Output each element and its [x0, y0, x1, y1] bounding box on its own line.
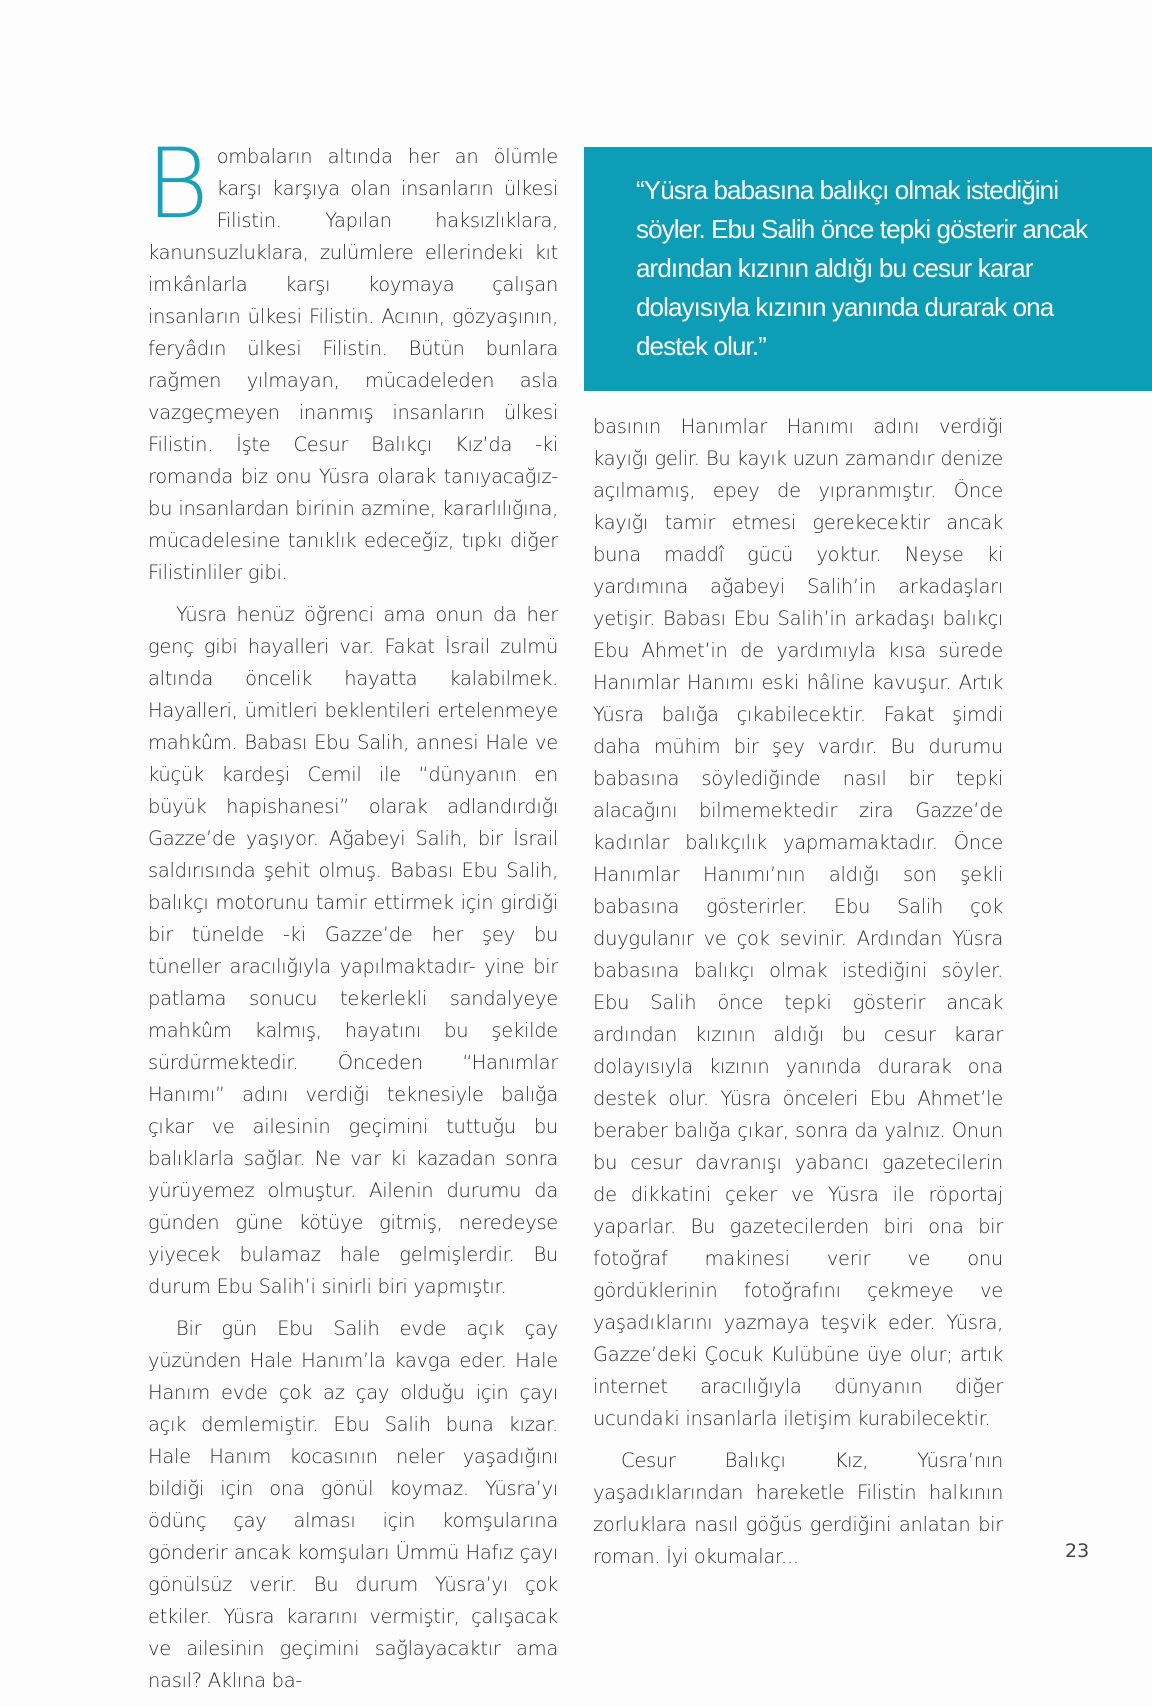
- pull-quote-text: “Yüsra babasına balıkçı olmak istediğini söyler. Ebu Salih önce tepki gösterir ancak ardından kızının aldığı bu cesur karar dolayısıyla kızının yanında durarak ona destek olur.”: [636, 175, 1088, 361]
- intro-paragraph-text: ombaların altında her an ölümle karşı karşıya olan insanların ülkesi Filistin. Yapılan haksızlıklara, kanunsuzluklara, zulümlere ellerindeki kıt imkânlarla karşı koymaya çalışan insanların ülkesi Filistin. Acının, gözyaşının, feryâdın ülkesi Filistin. Bütün bunlara rağmen yılmayan, mücadeleden asla vazgeçmeyen inanmış insanların ülkesi Filistin. İşte Cesur Balıkçı Kız’da -ki romanda biz onu Yüsra olarak tanıyacağız- bu insanlardan birinin azmine, kararlılığına, mücadelesine tanıklık edeceğiz, tıpkı diğer Filistinliler gibi.: [148, 145, 558, 584]
- page-number: 23: [1065, 1540, 1090, 1562]
- body-paragraph: basının Hanımlar Hanımı adını verdiği kayığı gelir. Bu kayık uzun zamandır denize açılmamış, epey de yıpranmıştır. Önce kayığı tamir etmesi gerekecektir ancak buna maddî gücü yoktur. Neyse ki yardımına ağabeyi Salih’in arkadaşları yetişir. Babası Ebu Salih’in arkadaşı balıkçı Ebu Ahmet’in de yardımıyla kısa sürede Hanımlar Hanımı eski hâline kavuşur. Artık Yüsra balığa çıkabilecektir. Fakat şimdi daha mühim bir şey vardır. Bu durumu babasına söylediğinde nasıl bir tepki alacağını bilmemektedir zira Gazze’de kadınlar balıkçılık yapmamaktadır. Önce Hanımlar Hanımı’nın aldığı son şekli babasına gösterirler. Ebu Salih çok duygulanır ve çok sevinir. Ardından Yüsra babasına balıkçı olmak istediğini söyler. Ebu Salih önce tepki gösterir ancak ardından kızının aldığı bu cesur karar dolayısıyla kızının yanında durarak ona destek olur. Yüsra önceleri Ebu Ahmet’le beraber balığa çıkar, sonra da yalnız. Onun bu cesur davranışı yabancı gazetecilerin de dikkatini çeker ve Yüsra ile röportaj yaparlar. Bu gazetecilerden biri ona bir fotoğraf makinesi verir ve onu gördüklerinin fotoğrafını çekmeye ve yaşadıklarını yazmaya teşvik eder. Yüsra, Gazze’deki Çocuk Kulübüne üye olur; artık internet aracılığıyla dünyanın diğer ucundaki insanlarla iletişim kurabilecektir.: [593, 415, 1003, 1430]
- drop-cap: B: [146, 128, 209, 240]
- pull-quote-box: [584, 147, 1152, 391]
- body-paragraph: Yüsra henüz öğrenci ama onun da her genç gibi hayalleri var. Fakat İsrail zulmü altında öncelik hayatta kalabilmek. Hayalleri, ümitleri beklentileri ertelenmeye mahkûm. Babası Ebu Salih, annesi Hale ve küçük kardeşi Cemil ile “dünyanın en büyük hapishanesi” olarak adlandırdığı Gazze’de yaşıyor. Ağabeyi Salih, bir İsrail saldırısında şehit olmuş. Babası Ebu Salih, balıkçı motorunu tamir ettirmek için girdiği bir tünelde -ki Gazze’de her şey bu tüneller aracılığıyla yapılmaktadır- yine bir patlama sonucu tekerlekli sandalyeye mahkûm kalmış, hayatını bu şekilde sürdürmektedir. Önceden “Hanımlar Hanımı” adını verdiği teknesiyle balığa çıkar ve ailesinin geçimini tuttuğu bu balıklarla sağlar. Ne var ki kazadan sonra yürüyemez olmuştur. Ailenin durumu da günden güne kötüye gitmiş, neredeyse yiyecek bulamaz hale gelmişlerdir. Bu durum Ebu Salih’i sinirli biri yapmıştır.: [148, 603, 558, 1298]
- right-text-column: [593, 411, 1003, 1583]
- intro-paragraph: [146, 128, 558, 589]
- body-paragraph: Bir gün Ebu Salih evde açık çay yüzünden Hale Hanım’la kavga eder. Hale Hanım evde çok az çay olduğu için çayı açık demlemiştir. Ebu Salih buna kızar. Hale Hanım kocasının neler yaşadığını bildiği için ona gönül koymaz. Yüsra’yı ödünç çay alması için komşularına gönderir ancak komşuları Ümmü Hafız çayı gönülsüz verir. Bu durum Yüsra’yı çok etkiler. Yüsra kararını vermiştir, çalışacak ve ailesinin geçimini sağlayacaktır ama nasıl? Aklına ba-: [148, 1317, 558, 1692]
- left-text-column: [146, 128, 558, 1707]
- closing-paragraph: Cesur Balıkçı Kız, Yüsra’nın yaşadıklarından hareketle Filistin halkının zorluklara nasıl göğüs gerdiğini anlatan bir roman. İyi okumalar...: [593, 1449, 1003, 1568]
